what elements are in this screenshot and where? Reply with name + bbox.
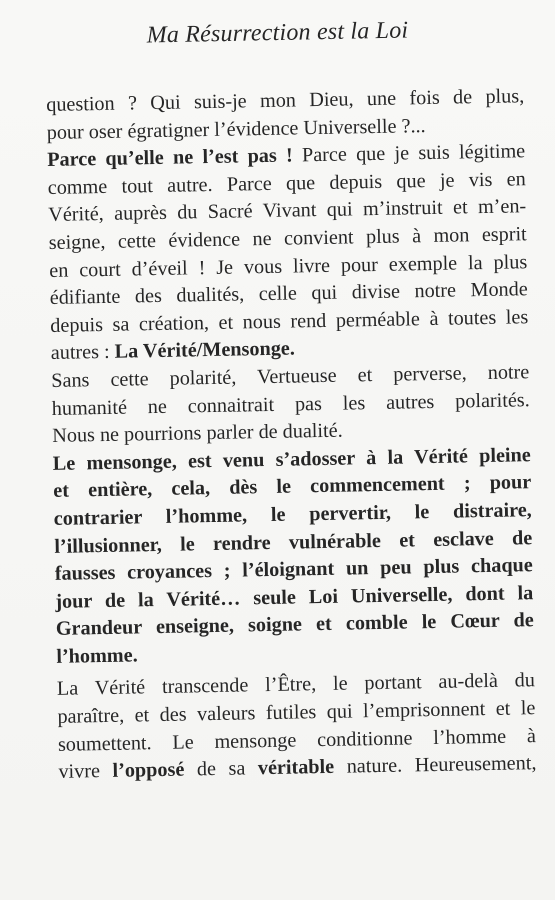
text-line: seigne, cette évidence ne convient plus à mon esprit <box>48 223 527 254</box>
text-line: Nous ne pourrions parler de dualité. <box>52 419 343 448</box>
text-line: Le mensonge, est venu s’adosser à la Vérité pleine <box>52 443 531 475</box>
text-line: Grandeur enseigne, soigne et comble le Cœur de <box>55 609 534 641</box>
text-line: Parce qu’elle ne l’est pas ! Parce que je suis légitime <box>47 140 526 172</box>
paragraph-1 <box>46 83 525 147</box>
paragraph-3 <box>51 359 530 451</box>
text-line: Sans cette polarité, Vertueuse et perverse, notre <box>51 361 530 392</box>
bold-phrase: La Vérité/Mensonge. <box>114 337 296 364</box>
running-header-title: Ma Résurrection est la Loi <box>146 17 409 49</box>
text-line: l’homme. <box>56 644 138 668</box>
text-line: l’illusionner, le rendre vulnérable et esclave de <box>54 526 533 558</box>
bold-phrase: Parce qu’elle ne l’est pas ! <box>47 144 293 172</box>
text-line: vivre l’opposé de sa véritable nature. Heureusement, <box>58 752 537 784</box>
text-line: soumettent. Le mensonge conditionne l’homme à <box>57 724 537 756</box>
text-line: comme tout autre. Parce que depuis que je vis en <box>47 168 526 199</box>
text-line: depuis sa création, et nous rend perméable à toutes les <box>50 305 529 337</box>
text-line: édifiante des dualités, celle qui divise notre Monde <box>49 278 528 310</box>
text-line: fausses croyances ; l’éloignant un peu plus chaque <box>54 554 533 586</box>
text-line: et entière, cela, dès le commencement ; pour <box>53 471 532 503</box>
bold-word: véritable <box>257 756 335 780</box>
text-line: pour oser égratigner l’évidence Universelle ?... <box>46 114 426 144</box>
text-line: humanité ne connaitrait pas les autres polarités. <box>51 388 530 420</box>
text-line: contrarier l’homme, le pervertir, le distraire, <box>53 499 532 530</box>
text-line: jour de la Vérité… seule Loi Universelle, dont la <box>55 581 534 613</box>
text-line: en court d’éveil ! Je vous livre pour exemple la plus <box>49 250 528 282</box>
text-line: autres : La Vérité/Mensonge. <box>50 337 296 365</box>
paragraph-5 <box>57 668 537 787</box>
paragraph-4-bold <box>53 442 535 671</box>
paragraph-2 <box>47 138 529 367</box>
text-line: La Vérité transcende l’Être, le portant au-delà du <box>56 669 536 701</box>
body-text <box>46 83 537 786</box>
text-line: paraître, et des valeurs futiles qui l’emprisonnent et le <box>57 697 536 728</box>
text-line: question ? Qui suis-je mon Dieu, une fois de plus, <box>46 85 525 116</box>
bold-word: l’opposé <box>112 758 185 783</box>
text-line: Vérité, auprès du Sacré Vivant qui m’instruit et m’en- <box>48 195 527 227</box>
